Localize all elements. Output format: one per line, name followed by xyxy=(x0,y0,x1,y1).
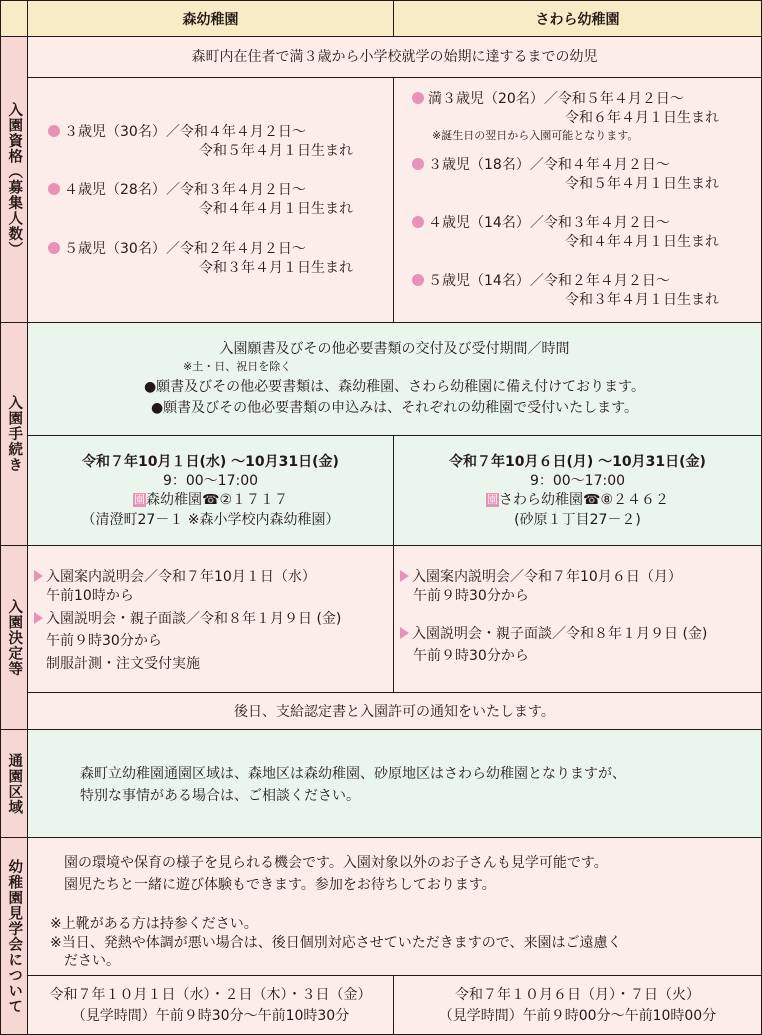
decision-footer-text: 後日、支給認定書と入園許可の通知をいたします。 xyxy=(234,704,555,720)
bullet-dot-icon xyxy=(412,158,424,170)
header-mori xyxy=(28,0,394,37)
procedure-sawara-tel: さわら幼稚園☎⑧２４６２ xyxy=(499,492,669,508)
header-mori-label: 森幼稚園 xyxy=(182,11,239,28)
decision-mori-item2-extra: 制服計測・注文受付実施 xyxy=(46,656,200,672)
side-label-district xyxy=(0,730,28,838)
sawara-age-5: ５歳児（14名）／令和２年４月２日〜 xyxy=(412,272,670,290)
visit-line1: 園の環境や保育の様子を見られる機会です。入園対象以外のお子さんも見学可能です。 xyxy=(64,855,608,871)
mori-age-5: ５歳児（30名）／令和２年４月２日〜 xyxy=(48,240,306,258)
kindergarten-mark-icon: 園 xyxy=(487,493,498,506)
procedure-mori-tel-row xyxy=(28,491,393,509)
visit-note2a: ※当日、発熱や体調が悪い場合は、後日個別対応させていただきますので、来園はご遠慮く xyxy=(50,935,622,951)
procedure-sawara-period: 令和７年10月６日(月) 〜10月31日(金) xyxy=(449,454,706,470)
procedure-mori-address: （清澄町27－１ ※森小学校内森幼稚園） xyxy=(81,512,340,528)
side-label-decision xyxy=(0,546,28,730)
mori-age-5-range: 令和３年４月１日生まれ xyxy=(199,260,353,276)
kindergarten-mark-icon: 園 xyxy=(134,493,145,506)
bullet-dot-icon xyxy=(48,125,60,137)
procedure-sawara-address: (砂原１丁目27－２) xyxy=(514,512,641,528)
visit-note2b: ださい。 xyxy=(64,953,120,969)
district-line1: 森町立幼稚園通園区域は、森地区は森幼稚園、砂原地区はさわら幼稚園となりますが、 xyxy=(80,766,626,782)
district-line2: 特別な事情がある場合は、ご相談ください。 xyxy=(80,788,360,804)
visit-common xyxy=(28,838,762,976)
visit-note1: ※上靴がある方は持参ください。 xyxy=(50,916,258,932)
eligibility-common-text: 森町内在住者で満３歳から小学校就学の始期に達するまでの幼児 xyxy=(191,49,598,65)
mori-age-4: ４歳児（28名）／令和３年４月２日〜 xyxy=(48,181,306,199)
procedure-mori xyxy=(28,436,394,546)
bullet-dot-icon xyxy=(412,274,424,286)
side-label-decision-text: 入園決定等 xyxy=(6,598,23,677)
eligibility-sawara xyxy=(394,78,762,323)
procedure-note: ※土・日、祝日を除く xyxy=(183,360,292,373)
sawara-age-5-range: 令和３年４月１日生まれ xyxy=(565,292,719,308)
triangle-bullet-icon xyxy=(400,570,409,582)
eligibility-mori xyxy=(28,78,394,323)
mori-age-3: ３歳児（30名）／令和４年４月２日〜 xyxy=(48,123,306,141)
side-label-eligibility-text: 入園資格（募集人数） xyxy=(6,102,23,257)
procedure-sawara xyxy=(394,436,762,546)
decision-sawara xyxy=(394,546,762,693)
side-label-visit xyxy=(0,838,28,1035)
procedure-mori-hours: 9：00〜17:00 xyxy=(162,473,259,489)
header-sawara xyxy=(394,0,762,37)
sawara-age-mitsu-note: ※誕生日の翌日から入園可能となります。 xyxy=(432,129,639,142)
procedure-sawara-hours: 9：00〜17:00 xyxy=(529,473,626,489)
sawara-age-3-range: 令和５年４月１日生まれ xyxy=(565,176,719,192)
side-label-procedure xyxy=(0,323,28,546)
decision-footer xyxy=(28,693,762,730)
procedure-bullet2: ●願書及びその他必要書類の申込みは、それぞれの幼稚園で受付いたします。 xyxy=(150,400,639,416)
decision-sawara-item2: 入園説明会・親子面談／令和８年１月９日 (金) xyxy=(400,625,707,643)
decision-sawara-item2-time: 午前９時30分から xyxy=(413,648,529,664)
mori-age-4-range: 令和４年４月１日生まれ xyxy=(199,201,353,217)
bullet-dot-icon xyxy=(412,216,424,228)
triangle-bullet-icon xyxy=(400,627,409,639)
visit-mori-dates: 令和７年１０月１日（水）・２日（木）・３日（金） xyxy=(49,987,372,1003)
visit-sawara-dates: 令和７年１０月６日（月）・７日（火） xyxy=(455,987,700,1003)
sawara-age-mitsu-range: 令和６年４月１日生まれ xyxy=(565,110,719,126)
bullet-dot-icon xyxy=(412,92,424,104)
procedure-common xyxy=(28,323,762,436)
procedure-bullet1: ●願書及びその他必要書類は、森幼稚園、さわら幼稚園に備え付けております。 xyxy=(143,379,646,395)
corner-cell xyxy=(0,0,28,37)
eligibility-common xyxy=(28,37,762,78)
mori-age-3-range: 令和５年４月１日生まれ xyxy=(199,143,353,159)
bullet-dot-icon xyxy=(48,183,60,195)
procedure-sawara-tel-row xyxy=(394,491,761,509)
sawara-age-4-range: 令和４年４月１日生まれ xyxy=(565,234,719,250)
triangle-bullet-icon xyxy=(34,612,43,624)
sawara-age-mitsu: 満３歳児（20名）／令和５年４月２日〜 xyxy=(412,90,684,108)
decision-sawara-item1-time: 午前９時30分から xyxy=(413,588,529,604)
decision-mori-item1-time: 午前10時から xyxy=(46,588,134,604)
visit-mori-time: （見学時間）午前９時30分〜午前10時30分 xyxy=(71,1008,350,1024)
visit-sawara xyxy=(394,976,762,1035)
procedure-mori-period: 令和７年10月１日(水) 〜10月31日(金) xyxy=(82,454,339,470)
header-sawara-label: さわら幼稚園 xyxy=(535,11,620,28)
side-label-procedure-text: 入園手続き xyxy=(6,395,23,473)
visit-sawara-time: （見学時間）午前９時00分〜午前10時00分 xyxy=(438,1008,717,1024)
sawara-age-4: ４歳児（14名）／令和３年４月２日〜 xyxy=(412,214,670,232)
sawara-age-3: ３歳児（18名）／令和４年４月２日〜 xyxy=(412,156,670,174)
decision-mori-item2: 入園説明会・親子面談／令和８年１月９日 (金) xyxy=(34,610,341,628)
procedure-line1: 入園願書及びその他必要書類の交付及び受付期間／時間 xyxy=(219,341,570,357)
bullet-dot-icon xyxy=(48,242,60,254)
decision-mori-item1: 入園案内説明会／令和７年10月１日（水） xyxy=(34,568,316,586)
visit-mori xyxy=(28,976,394,1035)
district-cell xyxy=(28,730,762,838)
triangle-bullet-icon xyxy=(34,570,43,582)
side-label-visit-text: 幼稚園見学会について xyxy=(6,858,23,1014)
side-label-eligibility xyxy=(0,37,28,323)
visit-line2: 園児たちと一緒に遊び体験もできます。参加をお待ちしております。 xyxy=(64,877,496,893)
procedure-mori-tel: 森幼稚園☎②１７１７ xyxy=(146,492,288,508)
decision-mori-item2-time: 午前９時30分から xyxy=(46,633,162,649)
decision-mori xyxy=(28,546,394,693)
side-label-district-text: 通園区域 xyxy=(6,752,23,815)
decision-sawara-item1: 入園案内説明会／令和７年10月６日（月） xyxy=(400,568,682,586)
